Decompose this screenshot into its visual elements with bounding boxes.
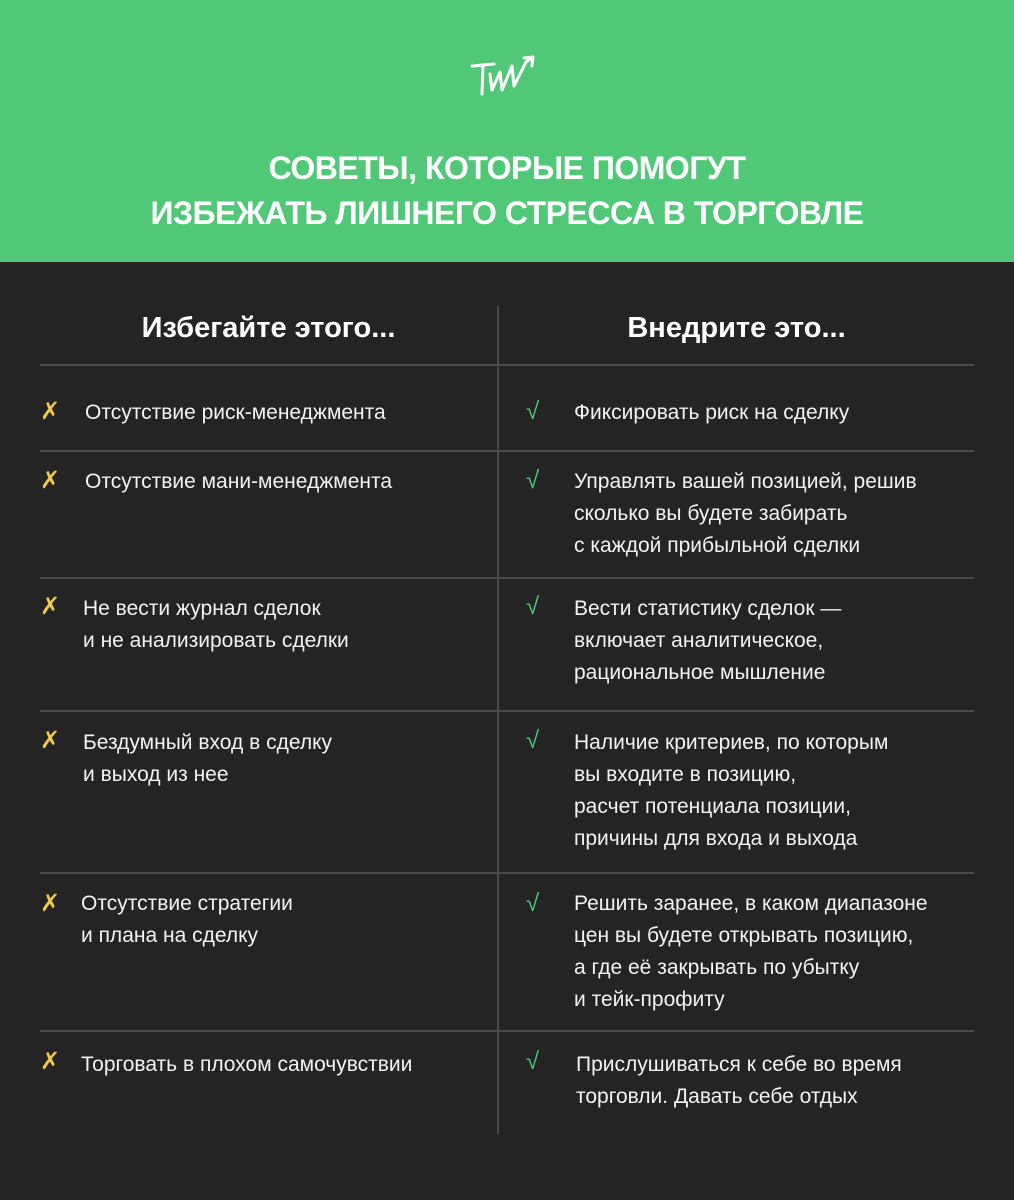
trading-logo-icon bbox=[468, 52, 548, 108]
adopt-item bbox=[576, 1049, 902, 1113]
avoid-item bbox=[81, 888, 293, 952]
adopt-item-line: цен вы будете открывать позицию, bbox=[574, 924, 914, 947]
row-divider-left bbox=[40, 1030, 497, 1032]
row-divider-right bbox=[499, 1030, 974, 1032]
avoid-item-line: Бездумный вход в сделку bbox=[83, 731, 333, 754]
header-banner bbox=[0, 0, 1014, 262]
avoid-item-line: и выход из нее bbox=[83, 763, 229, 786]
adopt-item-line: Вести статистику сделок — bbox=[574, 597, 842, 620]
adopt-item bbox=[574, 593, 841, 689]
row-divider-left bbox=[40, 450, 497, 452]
avoid-item bbox=[83, 727, 332, 791]
adopt-item-line: включает аналитическое, bbox=[574, 629, 824, 652]
adopt-item-line: сколько вы будете забирать bbox=[574, 502, 848, 525]
avoid-item bbox=[85, 466, 392, 498]
row-divider-left bbox=[40, 577, 497, 579]
cross-icon: ✗ bbox=[40, 593, 61, 620]
adopt-item-line: рациональное мышление bbox=[574, 661, 826, 684]
cross-icon: ✗ bbox=[40, 890, 61, 917]
avoid-item bbox=[85, 397, 386, 429]
avoid-item bbox=[81, 1049, 412, 1081]
row-divider-left bbox=[40, 364, 497, 366]
adopt-item-line: вы входите в позицию, bbox=[574, 763, 797, 786]
avoid-item-line: Не вести журнал сделок bbox=[83, 597, 321, 620]
avoid-item-line: Отсутствие риск-менеджмента bbox=[85, 401, 386, 424]
adopt-item-line: Фиксировать риск на сделку bbox=[574, 401, 850, 424]
check-icon: √ bbox=[526, 1048, 540, 1075]
adopt-item-line: Решить заранее, в каком диапазоне bbox=[574, 892, 928, 915]
adopt-item bbox=[574, 888, 928, 1016]
avoid-item-line: и плана на сделку bbox=[81, 924, 259, 947]
avoid-item-line: и не анализировать сделки bbox=[83, 629, 349, 652]
row-divider-left bbox=[40, 710, 497, 712]
adopt-item bbox=[574, 727, 888, 855]
check-icon: √ bbox=[526, 593, 540, 620]
cross-icon: ✗ bbox=[40, 467, 61, 494]
adopt-item-line: Наличие критериев, по которым bbox=[574, 731, 889, 754]
avoid-item-line: Торговать в плохом самочувствии bbox=[81, 1053, 413, 1076]
row-divider-right bbox=[499, 450, 974, 452]
page-title bbox=[0, 146, 1014, 236]
avoid-item bbox=[83, 593, 349, 657]
row-divider-left bbox=[40, 872, 497, 874]
row-divider-right bbox=[499, 710, 974, 712]
check-icon: √ bbox=[526, 467, 540, 494]
title-line-1: СОВЕТЫ, КОТОРЫЕ ПОМОГУТ bbox=[268, 150, 746, 186]
adopt-item-line: расчет потенциала позиции, bbox=[574, 795, 851, 818]
adopt-item-line: причины для входа и выхода bbox=[574, 827, 858, 850]
avoid-item-line: Отсутствие стратегии bbox=[81, 892, 293, 915]
adopt-item-line: и тейк-профиту bbox=[574, 988, 725, 1011]
adopt-item-line: с каждой прибыльной сделки bbox=[574, 534, 861, 557]
check-icon: √ bbox=[526, 890, 540, 917]
adopt-item-line: Прислушиваться к себе во время bbox=[576, 1053, 902, 1076]
adopt-item bbox=[574, 466, 917, 562]
adopt-item bbox=[574, 397, 849, 429]
cross-icon: ✗ bbox=[40, 398, 61, 425]
row-divider-right bbox=[499, 364, 974, 366]
check-icon: √ bbox=[526, 727, 540, 754]
column-divider bbox=[497, 306, 499, 1134]
adopt-item-line: Управлять вашей позицией, решив bbox=[574, 470, 917, 493]
adopt-column-title: Внедрите это... bbox=[627, 312, 846, 344]
row-divider-right bbox=[499, 872, 974, 874]
check-icon: √ bbox=[526, 398, 540, 425]
cross-icon: ✗ bbox=[40, 727, 61, 754]
adopt-item-line: а где её закрывать по убытку bbox=[574, 956, 860, 979]
cross-icon: ✗ bbox=[40, 1048, 61, 1075]
row-divider-right bbox=[499, 577, 974, 579]
title-line-2: ИЗБЕЖАТЬ ЛИШНЕГО СТРЕССА В ТОРГОВЛЕ bbox=[150, 195, 864, 231]
avoid-item-line: Отсутствие мани-менеджмента bbox=[85, 470, 393, 493]
avoid-column-title: Избегайте этого... bbox=[141, 312, 396, 344]
adopt-item-line: торговли. Давать себе отдых bbox=[576, 1085, 858, 1108]
